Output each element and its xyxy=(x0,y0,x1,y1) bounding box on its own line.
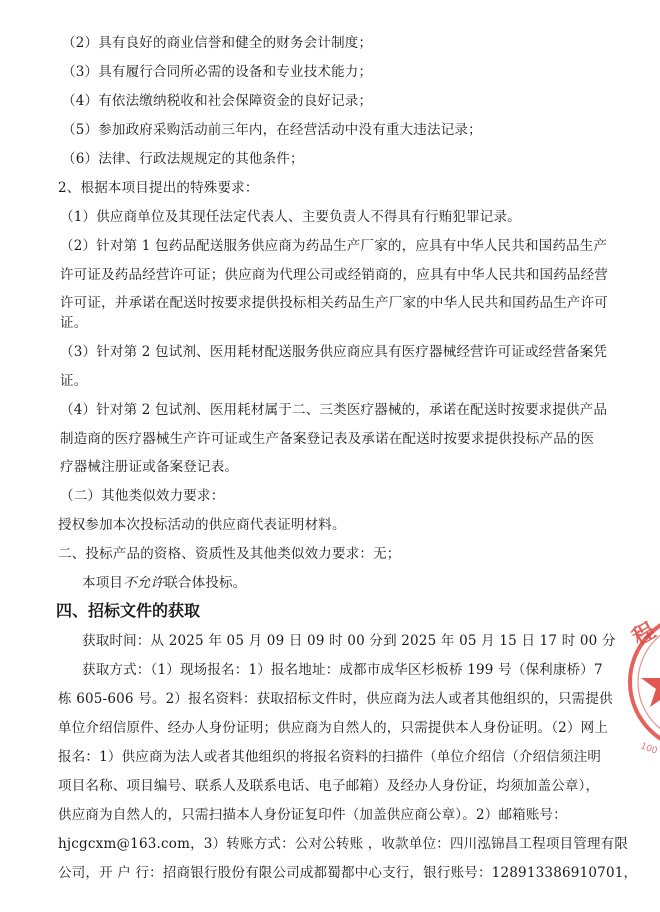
condition-4: （4）有依法缴纳税收和社会保障资金的良好记录； xyxy=(62,93,373,109)
condition-2: （2）具有良好的商业信誉和健全的财务会计制度； xyxy=(62,35,373,51)
special-requirement-2-line-2: 许可证及药品经营许可证；供应商为代理公司或经销商的，应具有中华人民共和国药品经营 xyxy=(60,267,608,283)
special-requirements-heading: 2、根据本项目提出的特殊要求： xyxy=(58,180,259,196)
consortium-suffix: 联合体投标。 xyxy=(164,575,247,591)
special-requirement-2-line-4: 证。 xyxy=(60,315,88,331)
section-2-heading: 二、投标产品的资格、资质性及其他类似效力要求：无； xyxy=(58,546,401,562)
special-requirement-4-line-3: 疗器械注册证或备案登记表。 xyxy=(60,459,239,475)
acquisition-method-line-3: 单位介绍信原件、经办人身份证明；供应商为自然人的，只需提供本人身份证明。（2）网上 xyxy=(58,720,609,736)
consortium-prefix: 本项目 xyxy=(82,575,124,591)
seal-text: 程 xyxy=(628,617,660,652)
consortium-statement xyxy=(82,574,246,592)
acquisition-time: 获取时间：从 2025 年 05 月 09 日 09 时 00 分到 2025 年 05 月 15 日 17 时 00 分 xyxy=(82,633,616,649)
company-seal-stamp xyxy=(620,600,660,770)
seal-number: 100 xyxy=(638,741,659,757)
consortium-emphasis: 不允许 xyxy=(123,575,165,591)
condition-5: （5）参加政府采购活动前三年内，在经营活动中没有重大违法记录； xyxy=(62,122,482,138)
acquisition-method-line-5: 项目名称、项目编号、联系人及联系电话、电子邮箱）及经办人身份证，均须加盖公章）， xyxy=(58,778,600,794)
special-requirement-1: （1）供应商单位及其现任法定代表人、主要负责人不得具有行贿犯罪记录。 xyxy=(60,209,521,225)
special-requirement-2-line-3: 许可证，并承诺在配送时按要求提供投标相关药品生产厂家的中华人民共和国药品生产许可 xyxy=(60,295,608,311)
acquisition-method-line-6: 供应商为自然人的，只需扫描本人身份证复印件（加盖供应商公章）。2）邮箱账号： xyxy=(58,807,567,823)
acquisition-method-line-4: 报名：1）供应商为法人或者其他组织的将报名资料的扫描件（单位介绍信（介绍信须注明 xyxy=(58,749,602,765)
special-requirement-4-line-1: （4）针对第 2 包试剂、医用耗材属于二、三类医疗器械的，承诺在配送时按要求提供产品 xyxy=(60,402,608,418)
special-requirement-2-line-1: （2）针对第 1 包药品配送服务供应商为药品生产厂家的，应具有中华人民共和国药品生产 xyxy=(60,238,608,254)
acquisition-method-line-2: 栋 605-606 号。2）报名资料：获取招标文件时，供应商为法人或者其他组织的，只需提供 xyxy=(58,691,613,707)
acquisition-method-line-7: hjcgcxm@163.com，3）转账方式：公对公转账 ，收款单位：四川泓锦昌工程项目管理有限 xyxy=(58,836,629,852)
special-requirement-3-line-2: 证。 xyxy=(60,373,88,389)
other-requirements-heading: （二）其他类似效力要求： xyxy=(60,488,225,504)
special-requirement-3-line-1: （3）针对第 2 包试剂、医用耗材配送服务供应商应具有医疗器械经营许可证或经营备案凭 xyxy=(60,344,608,360)
special-requirement-4-line-2: 制造商的医疗器械生产许可证或生产备案登记表及承诺在配送时按要求提供投标产品的医 xyxy=(60,431,595,447)
condition-3: （3）具有履行合同所必需的设备和专业技术能力； xyxy=(62,64,373,80)
section-4-heading: 四、招标文件的获取 xyxy=(56,601,201,620)
condition-6: （6）法律、行政法规规定的其他条件； xyxy=(62,151,304,167)
other-requirements-text: 授权参加本次投标活动的供应商代表证明材料。 xyxy=(58,517,346,533)
acquisition-method-line-8: 公司，开 户 行：招商银行股份有限公司成都蜀都中心支行，银行账号：128913386910701， xyxy=(58,865,638,881)
acquisition-method-line-1: 获取方式：（1）现场报名：1）报名地址：成都市成华区杉板桥 199 号（保利康桥）7 xyxy=(82,662,603,678)
